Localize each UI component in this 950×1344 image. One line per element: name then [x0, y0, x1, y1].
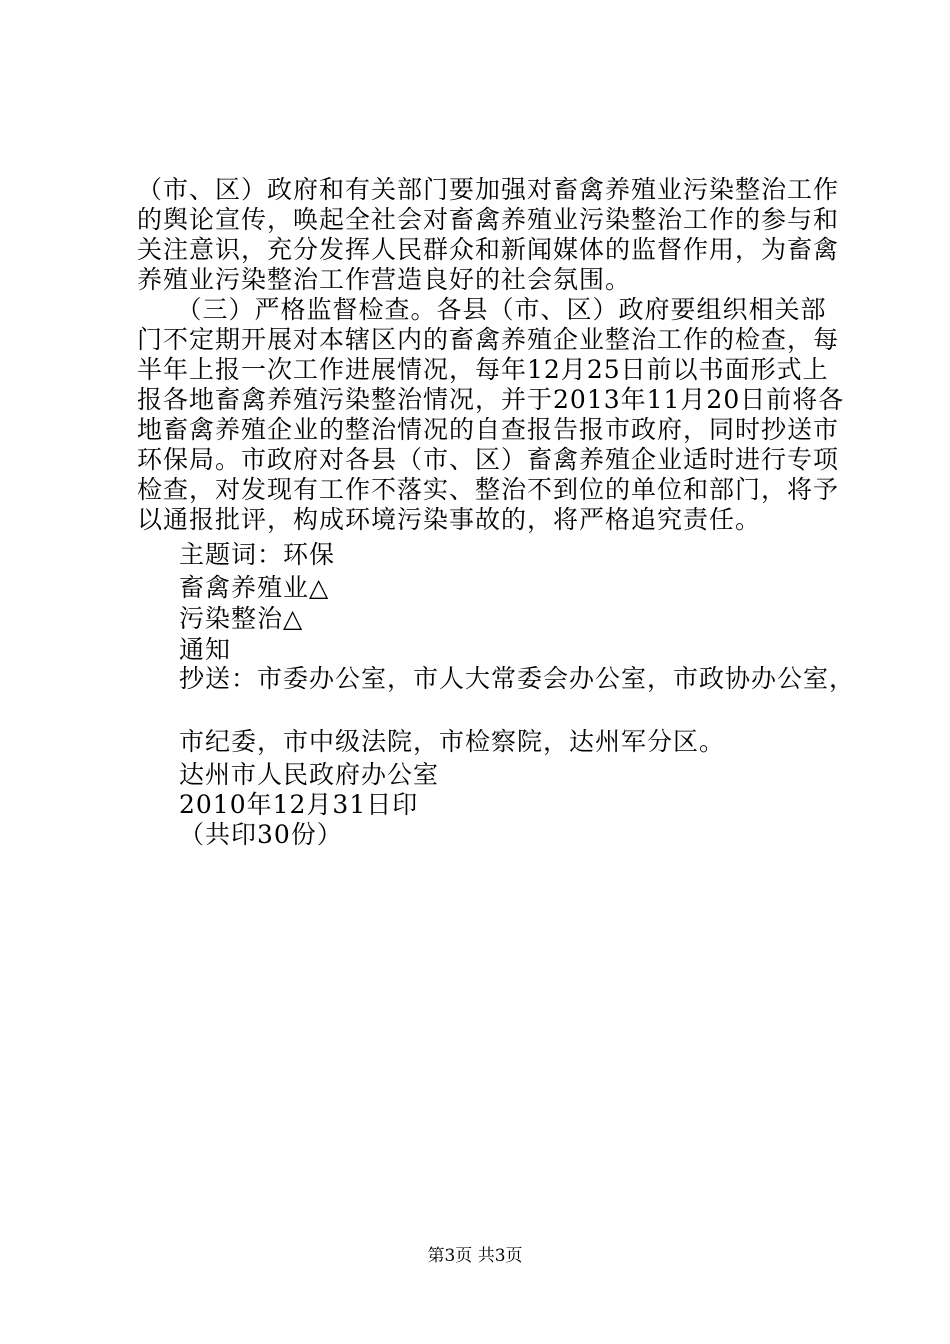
keyword-item: 污染整治△ [179, 604, 304, 633]
issuer: 达州市人民政府办公室 [179, 760, 440, 789]
paragraph-line: 关注意识，充分发挥人民群众和新闻媒体的监督作用，为畜禽 [137, 235, 840, 264]
page-indicator: 第3页 共3页 [427, 1246, 523, 1266]
paragraph-line: （三）严格监督检查。各县（市、区）政府要组织相关部 [137, 295, 827, 324]
paragraph-line: 半年上报一次工作进展情况，每年12月25日前以书面形式上 [137, 355, 829, 384]
paragraph-line: 环保局。市政府对各县（市、区）畜禽养殖企业适时进行专项 [137, 445, 840, 474]
paragraph-line: 以通报批评，构成环境污染事故的，将严格追究责任。 [137, 505, 762, 534]
keyword-item: 通知 [179, 635, 232, 664]
cc-line: 抄送：市委办公室，市人大常委会办公室，市政协办公室， [179, 664, 856, 693]
paragraph-line: 检查，对发现有工作不落实、整治不到位的单位和部门，将予 [137, 475, 840, 504]
keyword-item: 畜禽养殖业△ [179, 573, 330, 602]
keywords-label: 主题词：环保 [179, 540, 336, 569]
paragraph-line: （市、区）政府和有关部门要加强对畜禽养殖业污染整治工作 [137, 175, 840, 204]
cc-line: 市纪委，市中级法院，市检察院，达州军分区。 [179, 727, 726, 756]
paragraph-line: 的舆论宣传，唤起全社会对畜禽养殖业污染整治工作的参与和 [137, 205, 840, 234]
paragraph-line: 养殖业污染整治工作营造良好的社会氛围。 [137, 265, 632, 294]
copies-count: （共印30份） [179, 820, 343, 849]
paragraph-line: 地畜禽养殖企业的整治情况的自查报告报市政府，同时抄送市 [137, 415, 840, 444]
print-date: 2010年12月31日印 [179, 790, 419, 819]
paragraph-line: 门不定期开展对本辖区内的畜禽养殖企业整治工作的检查，每 [137, 325, 840, 354]
paragraph-line: 报各地畜禽养殖污染整治情况，并于2013年11月20日前将各 [137, 385, 845, 414]
